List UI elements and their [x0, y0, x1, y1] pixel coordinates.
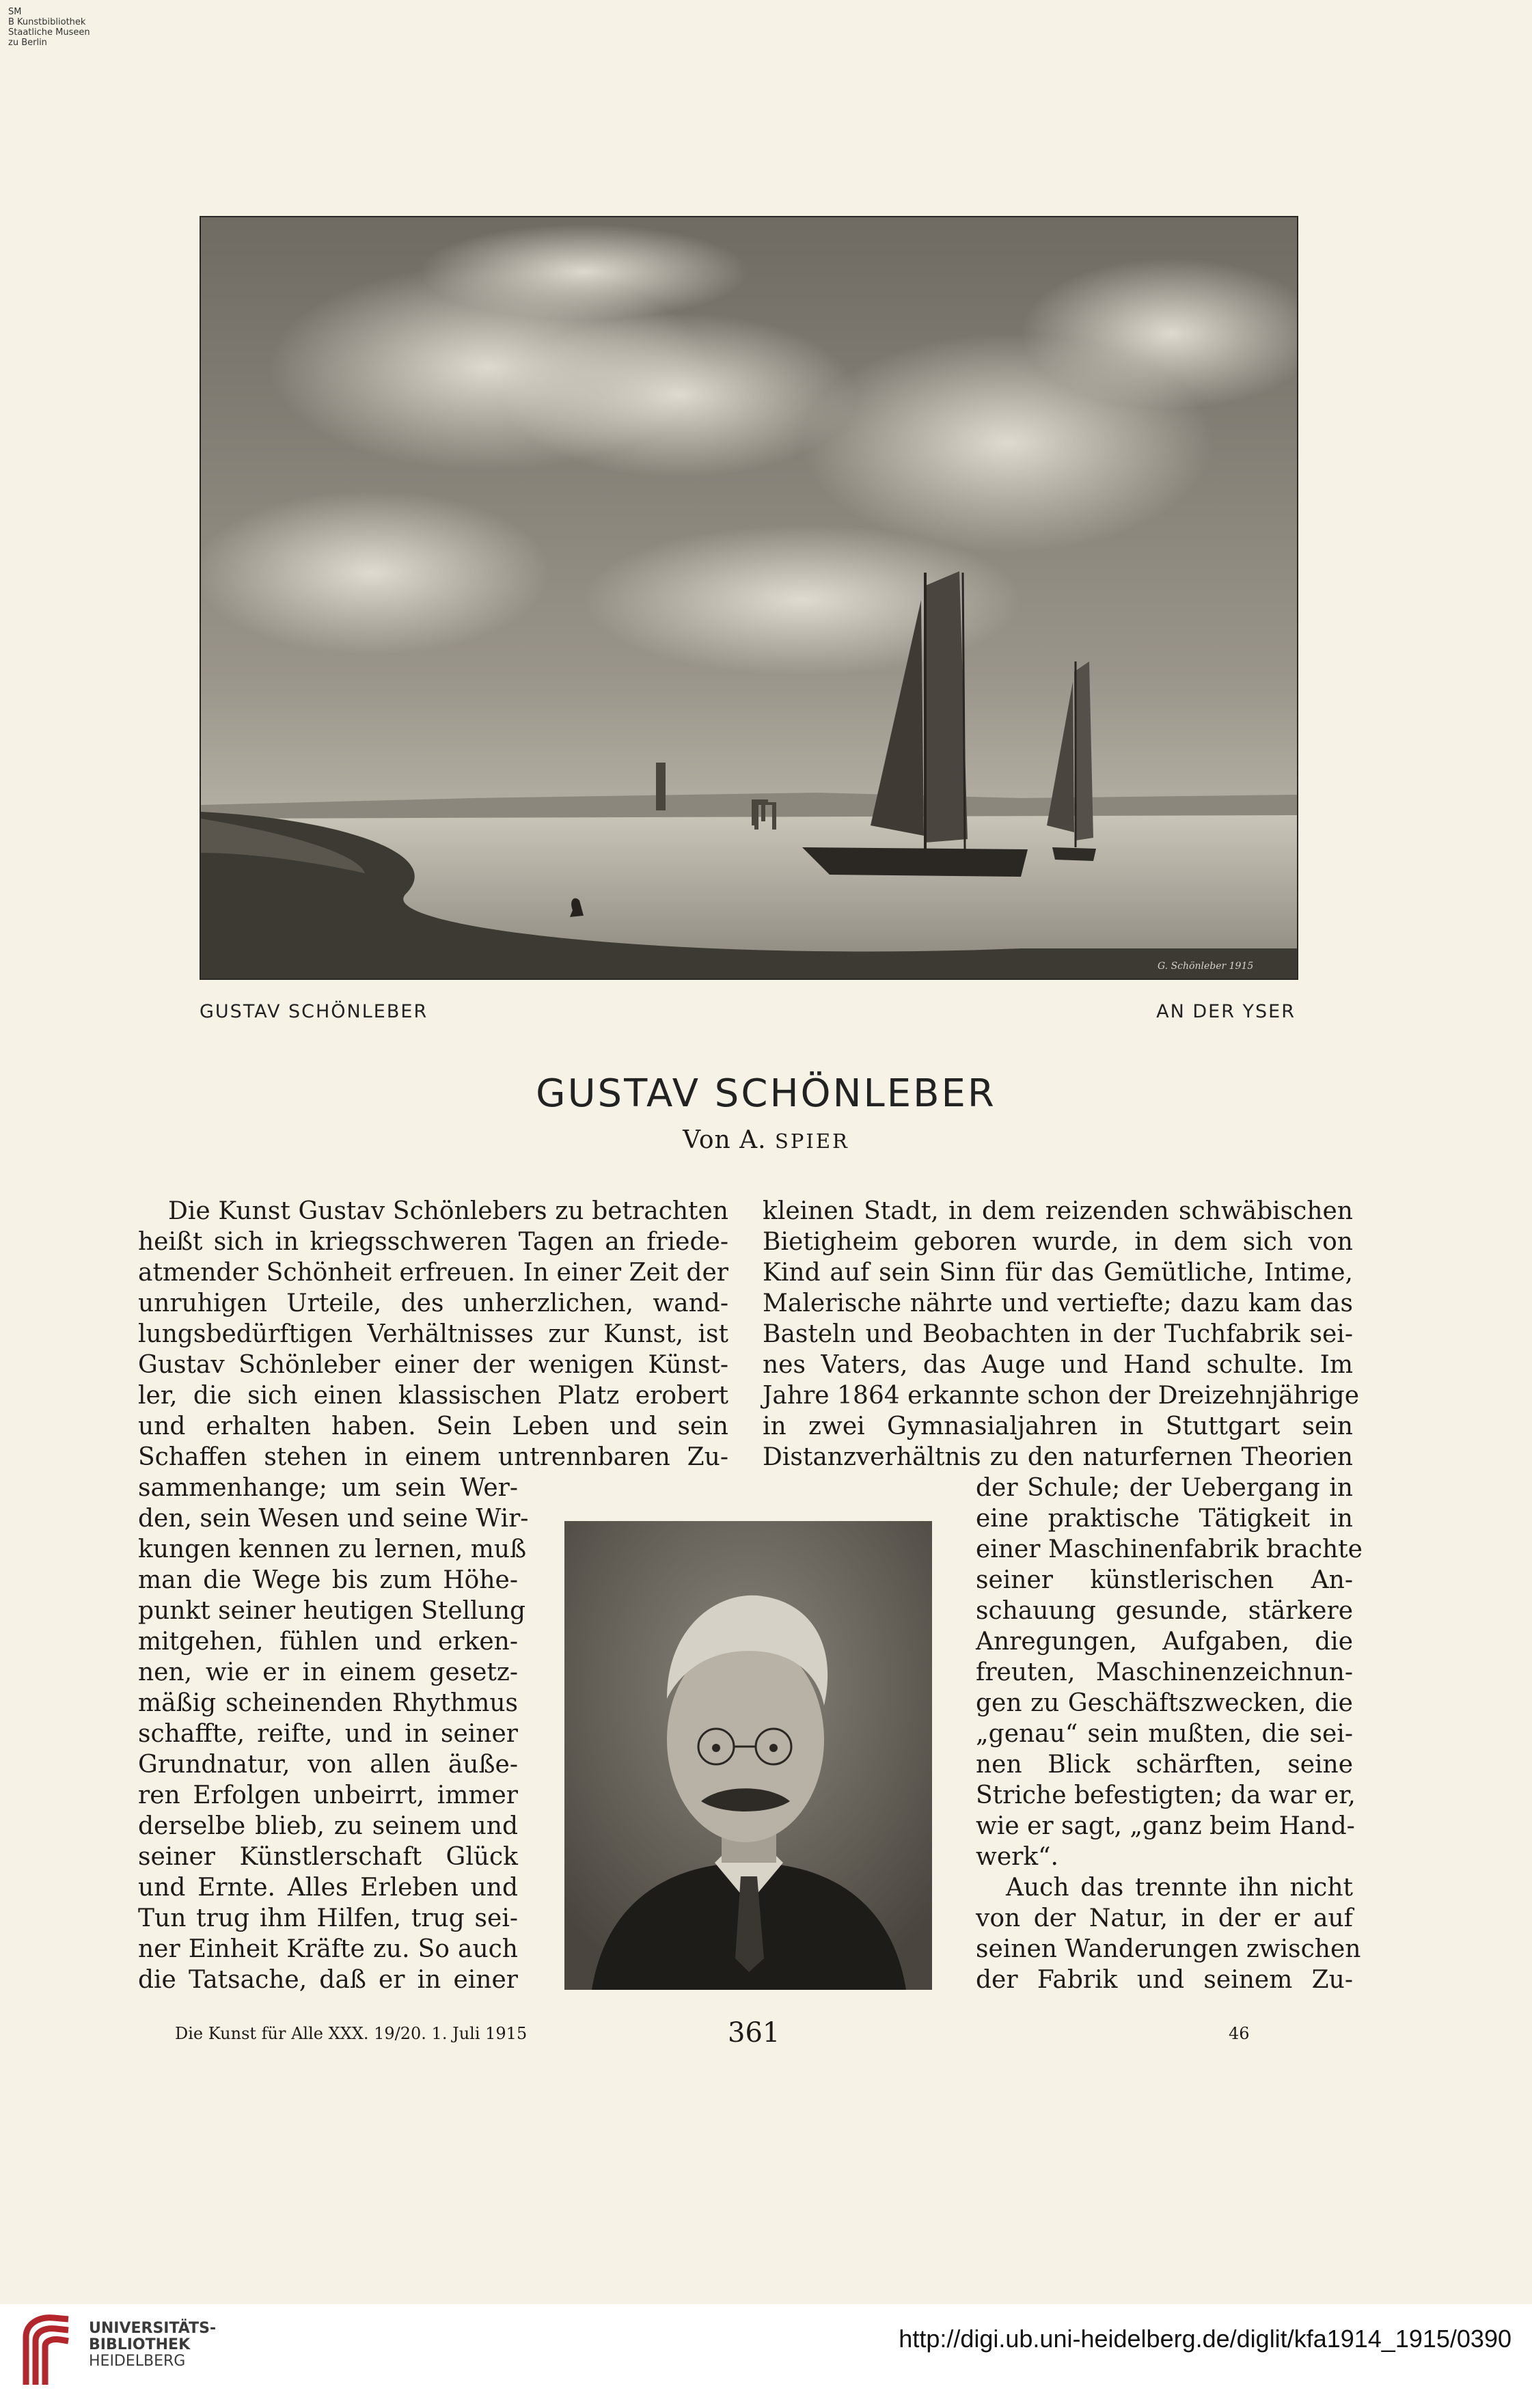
portrait-photo [564, 1521, 932, 1990]
column-left-bottom [138, 1473, 529, 1995]
text-line: Auch das trennte ihn nicht [1006, 1874, 1353, 1902]
text-line: schaffte, reifte, und in seiner [138, 1720, 518, 1748]
text-line: Bietigheim geboren wurde, in dem sich von [763, 1228, 1353, 1256]
text-line: sammenhange; um sein Wer- [138, 1474, 518, 1502]
column-left-top [138, 1196, 728, 1473]
text-line: Malerische nährte und vertiefte; dazu kam das [763, 1289, 1353, 1317]
text-line: kungen kennen zu lernen, muß [138, 1535, 527, 1563]
text-line: Schaffen stehen in einem untrennbaren Zu- [138, 1443, 728, 1471]
text-line: den, sein Wesen und seine Wir- [138, 1505, 529, 1533]
library-stamp [8, 7, 90, 48]
text-line: seiner künstlerischen An- [976, 1566, 1353, 1594]
article-byline [0, 1126, 1532, 1154]
text-line: wie er sagt, „ganz beim Hand- [976, 1812, 1355, 1840]
signature-mark: 46 [1229, 2024, 1250, 2043]
column-right-top [763, 1196, 1360, 1473]
text-line: und erhalten haben. Sein Leben und sein [138, 1412, 728, 1440]
text-line: atmender Schönheit erfreuen. In einer Zeit der [138, 1259, 728, 1287]
text-line: seinen Wanderungen zwischen [976, 1935, 1361, 1963]
library-name-line: BIBLIOTHEK [89, 2336, 191, 2353]
text-line: Distanzverhältnis zu den naturfernen Theorien [763, 1443, 1353, 1471]
stamp-line: SM [8, 7, 22, 17]
text-line: kleinen Stadt, in dem reizenden schwäbischen [763, 1197, 1353, 1225]
university-library-name [89, 2321, 216, 2370]
text-line: werk“. [976, 1843, 1058, 1871]
library-name-line: HEIDELBERG [89, 2353, 186, 2370]
byline-author: SPIER [775, 1130, 849, 1153]
text-line: nes Vaters, das Auge und Hand schulte. Im [763, 1351, 1353, 1379]
text-line: seiner Künstlerschaft Glück [138, 1843, 518, 1871]
source-url-link[interactable]: http://digi.ub.uni-heidelberg.de/diglit/kfa1914_1915/0390 [899, 2325, 1512, 2353]
text-line: einer Maschinenfabrik brachte [976, 1535, 1363, 1563]
article-title: GUSTAV SCHÖNLEBER [536, 1071, 996, 1116]
text-line: ren Erfolgen unbeirrt, immer [138, 1781, 518, 1809]
text-line: der Schule; der Uebergang in [976, 1474, 1353, 1502]
text-line: mäßig scheinenden Rhythmus [138, 1689, 518, 1717]
text-line: die Tatsache, daß er in einer [138, 1966, 518, 1994]
text-line: Die Kunst Gustav Schönlebers zu betrachten [168, 1197, 728, 1225]
page-number: 361 [728, 2017, 780, 2049]
text-line: unruhigen Urteile, des unherzlichen, wand- [138, 1289, 728, 1317]
text-line: punkt seiner heutigen Stellung [138, 1597, 526, 1625]
footer-journal: Die Kunst für Alle XXX. 19/20. 1. Juli 1915 [175, 2024, 528, 2043]
library-name-line: UNIVERSITÄTS- [89, 2320, 217, 2337]
stamp-line: zu Berlin [8, 38, 47, 48]
text-line: nen Blick schärften, seine [976, 1751, 1353, 1779]
stamp-line: Staatliche Museen [8, 27, 90, 38]
text-line: lungsbedürftigen Verhältnisses zur Kunst, ist [138, 1320, 728, 1348]
university-library-logo-icon [19, 2310, 75, 2392]
stamp-line: B Kunstbibliothek [8, 17, 86, 27]
text-line: Grundnatur, von allen äuße- [138, 1751, 518, 1779]
caption-title: AN DER YSER [1156, 1001, 1296, 1022]
text-line: Anregungen, Aufgaben, die [976, 1628, 1353, 1656]
byline-prefix: Von A. [683, 1126, 776, 1154]
painting-signature: G. Schönleber 1915 [1158, 961, 1254, 972]
text-line: von der Natur, in der er auf [976, 1904, 1353, 1932]
library-footer-bar [0, 2304, 1532, 2408]
text-line: gen zu Geschäftszwecken, die [976, 1689, 1353, 1717]
text-line: Striche befestigten; da war er, [976, 1781, 1356, 1809]
text-line: „genau“ sein mußten, die sei- [976, 1720, 1353, 1748]
text-line: derselbe blieb, zu seinem und [138, 1812, 518, 1840]
text-line: und Ernte. Alles Erleben und [138, 1874, 518, 1902]
text-line: man die Wege bis zum Höhe- [138, 1566, 518, 1594]
text-line: freuten, Maschinenzeichnun- [976, 1658, 1353, 1686]
text-line: Kind auf sein Sinn für das Gemütliche, Intime, [763, 1259, 1353, 1287]
text-line: Gustav Schönleber einer der wenigen Künst- [138, 1351, 728, 1379]
text-line: schauung gesunde, stärkere [976, 1597, 1353, 1625]
text-line: in zwei Gymnasialjahren in Stuttgart sein [763, 1412, 1353, 1440]
text-line: der Fabrik und seinem Zu- [976, 1966, 1353, 1994]
caption-artist: GUSTAV SCHÖNLEBER [200, 1001, 428, 1022]
text-line: Jahre 1864 erkannte schon der Dreizehnjährige [763, 1382, 1360, 1410]
text-line: nen, wie er in einem gesetz- [138, 1658, 518, 1686]
column-right-bottom [976, 1473, 1363, 1995]
text-line: ner Einheit Kräfte zu. So auch [138, 1935, 518, 1963]
text-line: eine praktische Tätigkeit in [976, 1505, 1353, 1533]
text-line: ler, die sich einen klassischen Platz erobert [138, 1382, 728, 1410]
painting-an-der-yser [200, 216, 1298, 980]
text-line: mitgehen, fühlen und erken- [138, 1628, 518, 1656]
text-line: heißt sich in kriegsschweren Tagen an friede- [138, 1228, 728, 1256]
text-line: Basteln und Beobachten in der Tuchfabrik sei- [763, 1320, 1353, 1348]
text-line: Tun trug ihm Hilfen, trug sei- [138, 1904, 518, 1932]
